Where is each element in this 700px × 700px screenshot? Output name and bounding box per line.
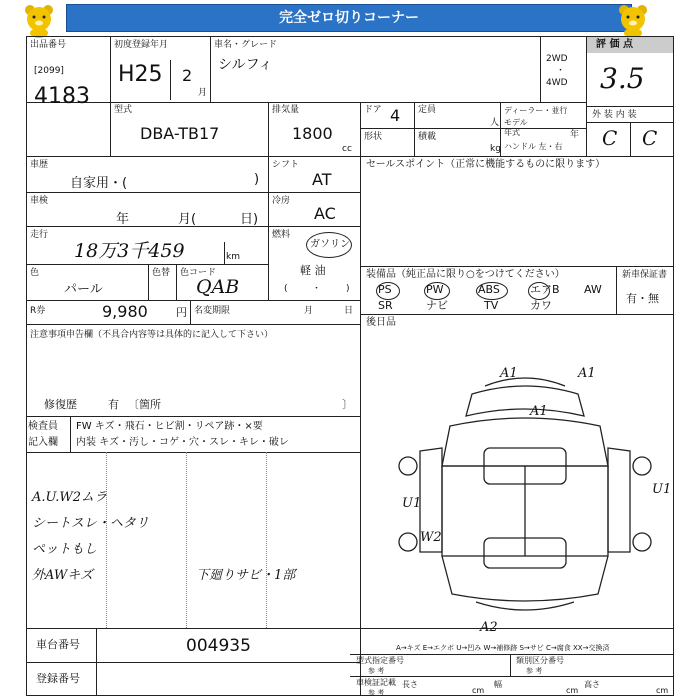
model-label: 型式 [114,105,133,115]
reg-month-unit: 月 [198,88,208,98]
dealer-label: ディーラー・並行 [504,106,568,115]
equip-sr: SR [378,299,393,312]
equip-navi: ナビ [426,299,448,312]
bear-mascot-left-icon [12,2,66,38]
name-change-day: 日 [344,306,354,316]
history-close: ) [254,172,260,187]
repair-place: 〔箇所 [128,398,161,411]
doors: 4 [390,106,401,125]
width-unit: cm [566,686,579,695]
length-unit: cm [472,686,485,695]
vehicle-cert-label: 車検証記載 [356,678,396,687]
load-unit: kg [490,144,501,154]
color-code-label: 色コード [180,268,217,278]
mileage-unit: km [226,252,240,262]
mileage-label: 走行 [30,230,49,240]
capacity-label: 定員 [418,105,437,115]
name-change-month: 月 [304,306,314,316]
drive-dot: ・ [556,66,566,76]
model-code: DBA-TB17 [140,124,220,143]
warranty-label: 新車保証書 [622,270,668,280]
lot-prefix: [2099] [34,66,64,76]
ext-grade: C [602,126,618,150]
capacity-unit: 人 [490,118,500,128]
car-name: シルフィ [218,57,273,73]
repair-label: 修復歴 [44,398,77,411]
recorder-label: 記入欄 [28,437,58,448]
inspection-day: 日) [240,212,259,227]
fuel-other-open: ( [284,284,288,294]
class-ref: 参 考 [526,667,543,675]
handwritten-note-1: A.U.W2ムラ [32,490,108,505]
notes-label: 注意事項申告欄（不具合内容等は具体的に記入して下さい） [30,330,274,340]
fuel-other-dot: ・ [312,284,322,294]
displacement-unit: cc [342,144,352,154]
ac-label: 冷房 [272,196,291,206]
inspection-label: 車検 [30,196,49,206]
damage-mark-left: U1 [402,496,422,511]
equipment-label: 装備品（純正品に限り○をつけてください） [366,269,565,280]
history-value: 自家用・( [70,176,128,191]
banner-title: 完全ゼロ切りコーナー [66,4,632,32]
damage-mark-rear: A2 [480,620,498,635]
damage-legend: A→キズ E→エクボ U→凹み W→補修跡 S→サビ C→腐食 XX→交換済 [396,644,610,652]
color-code: QAB [196,276,240,298]
inspection-month: 月( [178,212,197,227]
int-grade: C [642,126,658,150]
inspect-row1: FW キズ・飛石・ヒビ割・リペア跡・×要 [76,421,263,432]
reg-number-label: 登録番号 [36,672,80,685]
fuel-diesel: 軽 油 [300,264,326,277]
ac-value: AC [314,204,336,223]
equip-aw: AW [584,283,602,296]
lot-number: 4183 [34,84,90,109]
ext-int-label: 外 装 内 装 [592,110,637,120]
fuel-gas: ガソリン [310,239,350,250]
inspection-year: 年 [116,212,130,227]
year-label: 年式 [504,128,520,137]
damage-mark-front-right: A1 [578,366,596,381]
name-label: 車名・グレード [214,40,278,50]
sales-point-label: セールスポイント（正常に機能するものに限ります） [366,159,606,170]
warranty-value: 有・無 [626,292,659,305]
height-label: 高さ [584,680,600,689]
equip-abs: ABS [478,283,500,296]
reg-month: 2 [182,66,193,85]
mileage-value: 18万3千459 [74,240,185,262]
damage-mark-front-left: A1 [500,366,518,381]
handwritten-note-4: 外AWキズ [32,568,93,583]
retrofit-label: 後日品 [366,317,396,328]
score-label: 評 価 点 [596,39,633,50]
drive-4wd: 4WD [546,78,568,88]
equip-ps: PS [378,283,392,296]
recycle-label: R券 [30,306,46,316]
handwritten-note-3: ペットもし [32,542,98,557]
bear-mascot-right-icon [606,2,660,38]
damage-mark-right: U1 [652,482,672,497]
type-cert-label: 型式指定番号 [356,656,404,665]
recycle-value: 9,980 [102,302,148,321]
score-value: 3.5 [600,62,645,95]
vehicle-cert-ref: 参 考 [368,689,385,697]
color-change-label: 色替 [152,268,171,278]
reg-era: H25 [118,62,163,87]
class-label: 類別区分番号 [516,656,564,665]
repair-close: 〕 [342,398,353,411]
year-unit: 年 [570,130,580,140]
name-change-label: 名変期限 [194,306,231,316]
color-label: 色 [30,268,40,278]
damage-mark-hood: A1 [530,404,548,419]
displacement: 1800 [292,124,333,143]
color-value: パール [64,282,103,297]
fuel-other-close: ) [346,284,350,294]
equip-tv: TV [484,299,499,312]
displacement-label: 排気量 [272,105,300,115]
chassis-value: 004935 [186,636,251,656]
inspector-label: 検査員 [28,421,58,432]
chassis-label: 車台番号 [36,638,80,651]
reg-label: 初度登録年月 [114,40,169,50]
doors-label: ドア [364,105,382,115]
damage-mark-left-rear: W2 [420,530,442,545]
type-cert-ref: 参 考 [368,667,385,675]
car-damage-diagram [380,356,670,626]
shift-label: シフト [272,160,300,170]
shift-value: AT [312,170,332,189]
fuel-label: 燃料 [272,230,291,240]
drive-2wd: 2WD [546,54,568,64]
load-label: 積載 [418,132,437,142]
lot-label: 出品番号 [30,40,67,50]
handwritten-right-note: 下廻りサビ・1部 [196,568,296,583]
shape-label: 形状 [364,132,383,142]
length-label: 長さ [402,680,418,689]
handwritten-note-2: シートスレ・ヘタリ [32,516,149,531]
equip-pw: PW [426,283,444,296]
handle-label: ハンドル 左・右 [504,142,563,151]
repair-value: 有 [108,398,119,411]
inspect-row2: 内装 キズ・汚し・コゲ・穴・スレ・キレ・破レ [76,437,289,448]
width-label: 幅 [494,680,502,689]
history-label: 車歴 [30,160,49,170]
equip-airbag: エアB [530,283,560,296]
equip-leather: カワ [530,299,552,312]
height-unit: cm [656,686,669,695]
model-year-label: モデル [504,118,528,127]
recycle-unit: 円 [176,306,187,319]
